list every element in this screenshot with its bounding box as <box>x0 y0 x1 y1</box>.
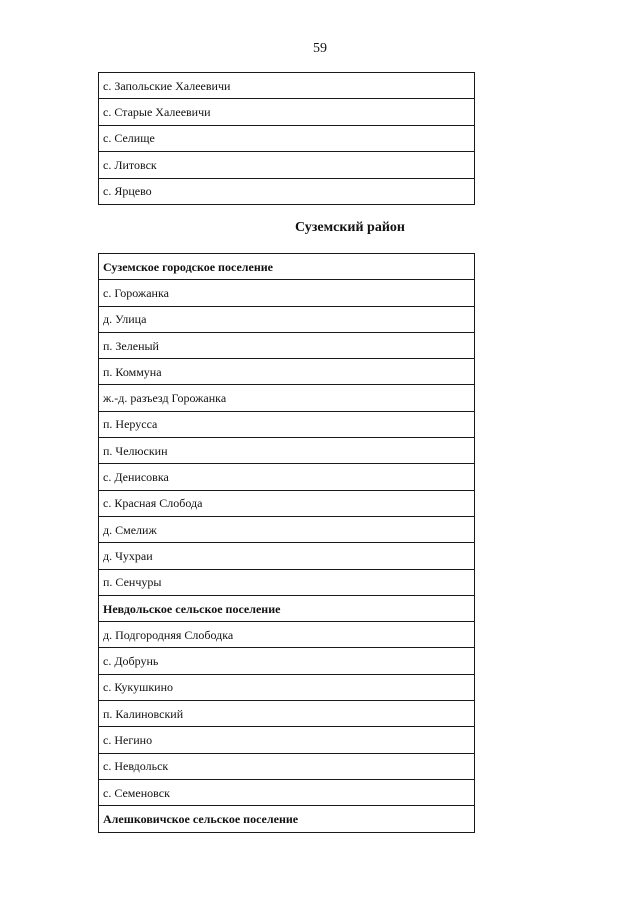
settlement-row <box>99 99 475 125</box>
settlement-name: с. Семеновск <box>99 779 475 805</box>
settlement-row <box>99 464 475 490</box>
settlement-row <box>99 411 475 437</box>
settlement-name: п. Сенчуры <box>99 569 475 595</box>
settlement-row <box>99 385 475 411</box>
settlement-group-header-row <box>99 254 475 280</box>
settlement-name: с. Негино <box>99 727 475 753</box>
settlement-name: с. Старые Халеевичи <box>99 99 475 125</box>
settlement-name: п. Зеленый <box>99 332 475 358</box>
settlement-name: с. Кукушкино <box>99 674 475 700</box>
settlement-row <box>99 438 475 464</box>
settlement-name: д. Смелиж <box>99 516 475 542</box>
page-number: 59 <box>313 41 327 56</box>
settlement-row <box>99 490 475 516</box>
settlement-name: п. Коммуна <box>99 359 475 385</box>
settlement-name: с. Красная Слобода <box>99 490 475 516</box>
settlement-row <box>99 178 475 204</box>
settlement-name: п. Калиновский <box>99 701 475 727</box>
settlement-row <box>99 332 475 358</box>
settlement-row <box>99 753 475 779</box>
settlement-row <box>99 727 475 753</box>
settlement-row <box>99 701 475 727</box>
settlement-row <box>99 359 475 385</box>
district-title: Суземский район <box>295 220 405 235</box>
settlement-name: д. Чухраи <box>99 543 475 569</box>
settlement-row <box>99 622 475 648</box>
settlement-row <box>99 152 475 178</box>
settlement-name: с. Ярцево <box>99 178 475 204</box>
settlement-table-body <box>99 254 475 833</box>
settlement-group-header-row <box>99 595 475 621</box>
settlement-group-name: Невдольское сельское поселение <box>99 595 475 621</box>
settlement-row <box>99 648 475 674</box>
settlement-group-name: Алешковичское сельское поселение <box>99 806 475 832</box>
district-settlement-table <box>98 253 475 833</box>
settlement-row <box>99 779 475 805</box>
settlement-table-continued <box>98 72 475 205</box>
settlement-name: п. Челюскин <box>99 438 475 464</box>
settlement-row <box>99 569 475 595</box>
settlement-group-name: Суземское городское поселение <box>99 254 475 280</box>
settlement-name: с. Запольские Халеевичи <box>99 73 475 99</box>
settlement-row <box>99 543 475 569</box>
settlement-row <box>99 306 475 332</box>
settlement-name: с. Литовск <box>99 152 475 178</box>
settlement-row <box>99 280 475 306</box>
settlement-name: с. Селище <box>99 125 475 151</box>
settlement-name: с. Горожанка <box>99 280 475 306</box>
settlement-name: с. Денисовка <box>99 464 475 490</box>
settlement-name: д. Улица <box>99 306 475 332</box>
settlement-table-body <box>99 73 475 205</box>
settlement-name: п. Нерусса <box>99 411 475 437</box>
settlement-row <box>99 674 475 700</box>
settlement-row <box>99 125 475 151</box>
settlement-name: с. Добрунь <box>99 648 475 674</box>
settlement-row <box>99 73 475 99</box>
settlement-name: д. Подгородняя Слободка <box>99 622 475 648</box>
settlement-name: ж.-д. разъезд Горожанка <box>99 385 475 411</box>
settlement-name: с. Невдольск <box>99 753 475 779</box>
settlement-row <box>99 516 475 542</box>
settlement-group-header-row <box>99 806 475 832</box>
